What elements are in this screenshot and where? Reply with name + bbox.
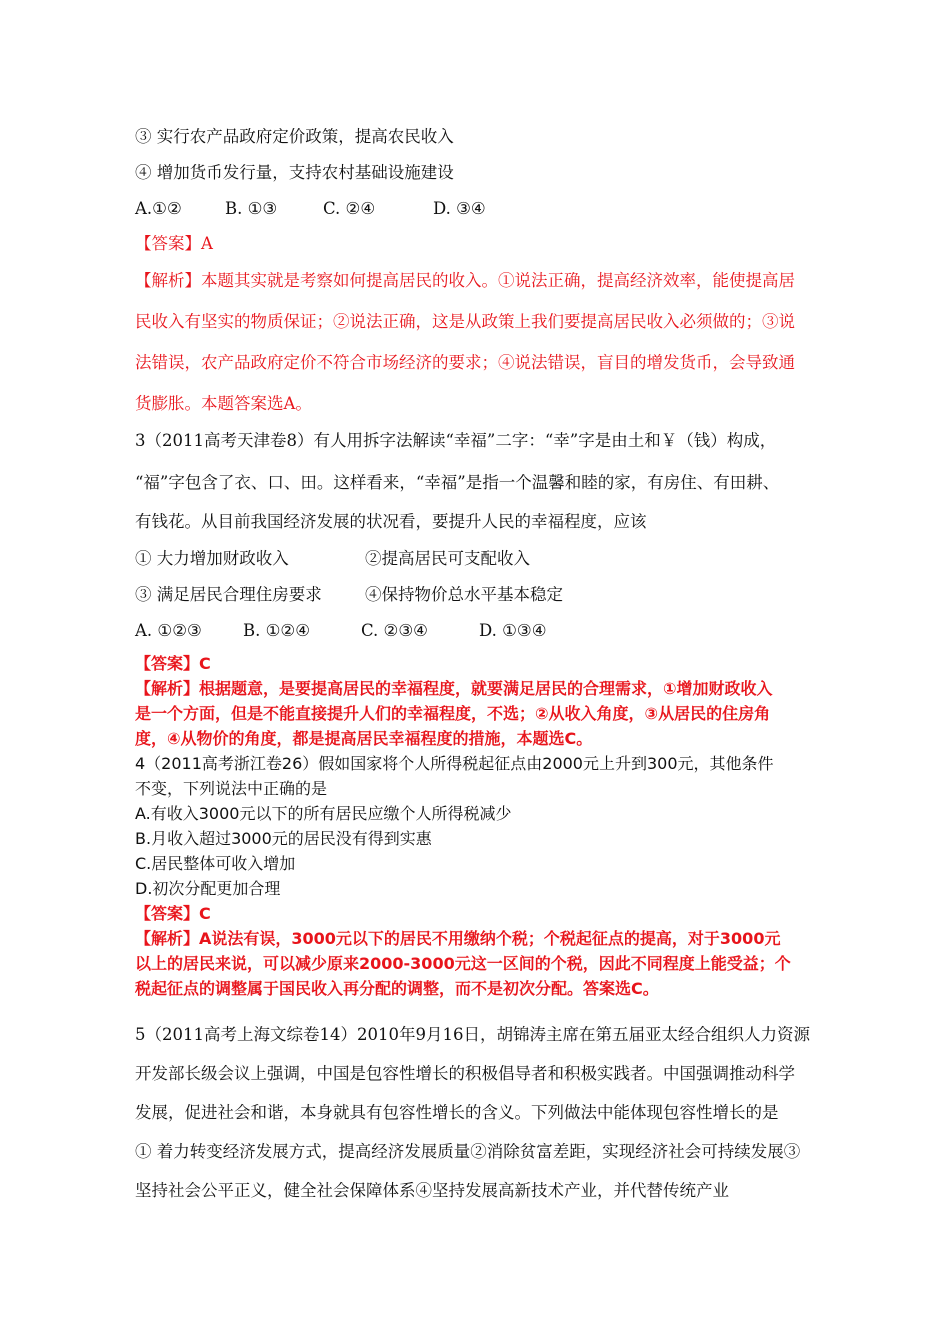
q2-choice-a: A.①②	[135, 199, 182, 218]
q3-answer: 【答案】C	[135, 654, 211, 673]
q3-choice-a: A. ①②③	[135, 621, 202, 640]
q3-analysis-line-3: 度，④从物价的角度，都是提高居民幸福程度的措施，本题选C。	[135, 729, 593, 748]
q2-choice-b: B. ①③	[225, 199, 278, 218]
q4-analysis-line-1: 【解析】A说法有误，3000元以下的居民不用缴纳个税；个税起征点的提高，对于3000元	[135, 929, 781, 948]
q2-analysis-line-1: 【解析】本题其实就是考察如何提高居民的收入。①说法正确，提高经济效率，能使提高居	[135, 271, 795, 290]
q3-options-row-2	[135, 584, 563, 606]
q2-choice-c: C. ②④	[323, 199, 376, 218]
q3-choices	[135, 620, 547, 642]
q4-analysis-line-2: 以上的居民来说，可以减少原来2000-3000元这一区间的个税，因此不同程度上能受益；个	[135, 954, 791, 973]
q3-option-4: ④保持物价总水平基本稳定	[365, 585, 563, 604]
q4-option-d: D.初次分配更加合理	[135, 879, 281, 898]
q3-stem-line-3: 有钱花。从目前我国经济发展的状况看，要提升人民的幸福程度，应该	[135, 512, 647, 531]
q2-analysis-line-2: 民收入有坚实的物质保证；②说法正确，这是从政策上我们要提高居民收入必须做的；③说	[135, 312, 795, 331]
q4-option-b: B.月收入超过3000元的居民没有得到实惠	[135, 829, 432, 848]
q4-answer: 【答案】C	[135, 904, 211, 923]
q4-option-c: C.居民整体可收入增加	[135, 854, 296, 873]
q2-answer: 【答案】A	[135, 234, 213, 253]
q5-stem-line-3: 发展，促进社会和谐，本身就具有包容性增长的含义。下列做法中能体现包容性增长的是	[135, 1103, 779, 1122]
q5-stem-line-2: 开发部长级会议上强调，中国是包容性增长的积极倡导者和积极实践者。中国强调推动科学	[135, 1064, 795, 1083]
q2-option-4: ④ 增加货币发行量，支持农村基础设施建设	[135, 163, 454, 182]
q2-analysis-line-4: 货膨胀。本题答案选A。	[135, 394, 312, 413]
q3-options-row-1	[135, 548, 530, 570]
q3-option-2: ②提高居民可支配收入	[365, 549, 530, 568]
q4-analysis-line-3: 税起征点的调整属于国民收入再分配的调整，而不是初次分配。答案选C。	[135, 979, 659, 998]
q3-option-3: ③ 满足居民合理住房要求	[135, 585, 322, 604]
q4-option-a: A.有收入3000元以下的所有居民应缴个人所得税减少	[135, 804, 512, 823]
q3-choice-b: B. ①②④	[243, 621, 310, 640]
q4-stem-line-1: 4（2011高考浙江卷26）假如国家将个人所得税起征点由2000元上升到300元，其他条件	[135, 754, 774, 773]
q5-stem-line-4: ① 着力转变经济发展方式，提高经济发展质量②消除贫富差距，实现经济社会可持续发展③	[135, 1142, 801, 1161]
q3-analysis-line-2: 是一个方面，但是不能直接提升人们的幸福程度，不选；②从收入角度，③从居民的住房角	[135, 704, 771, 723]
q3-choice-c: C. ②③④	[361, 621, 428, 640]
q2-option-3: ③ 实行农产品政府定价政策，提高农民收入	[135, 127, 454, 146]
q3-analysis-line-1: 【解析】根据题意，是要提高居民的幸福程度，就要满足居民的合理需求，①增加财政收入	[135, 679, 773, 698]
q4-stem-line-2: 不变，下列说法中正确的是	[135, 779, 328, 798]
q2-analysis-line-3: 法错误，农产品政府定价不符合市场经济的要求；④说法错误，盲目的增发货币，会导致通	[135, 353, 795, 372]
q3-option-1: ① 大力增加财政收入	[135, 549, 289, 568]
q5-stem-line-1: 5（2011高考上海文综卷14）2010年9月16日，胡锦涛主席在第五届亚太经合组织人力资源	[135, 1025, 810, 1044]
q2-choices	[135, 198, 486, 220]
q5-stem-line-5: 坚持社会公平正义，健全社会保障体系④坚持发展高新技术产业，并代替传统产业	[135, 1181, 729, 1200]
q3-choice-d: D. ①③④	[479, 621, 547, 640]
q2-choice-d: D. ③④	[433, 199, 486, 218]
q3-stem-line-1: 3（2011高考天津卷8）有人用拆字法解读“幸福”二字：“幸”字是由土和￥（钱）构成，	[135, 431, 777, 450]
q3-stem-line-2: “福”字包含了衣、口、田。这样看来，“幸福”是指一个温馨和睦的家，有房住、有田耕、	[135, 473, 780, 492]
